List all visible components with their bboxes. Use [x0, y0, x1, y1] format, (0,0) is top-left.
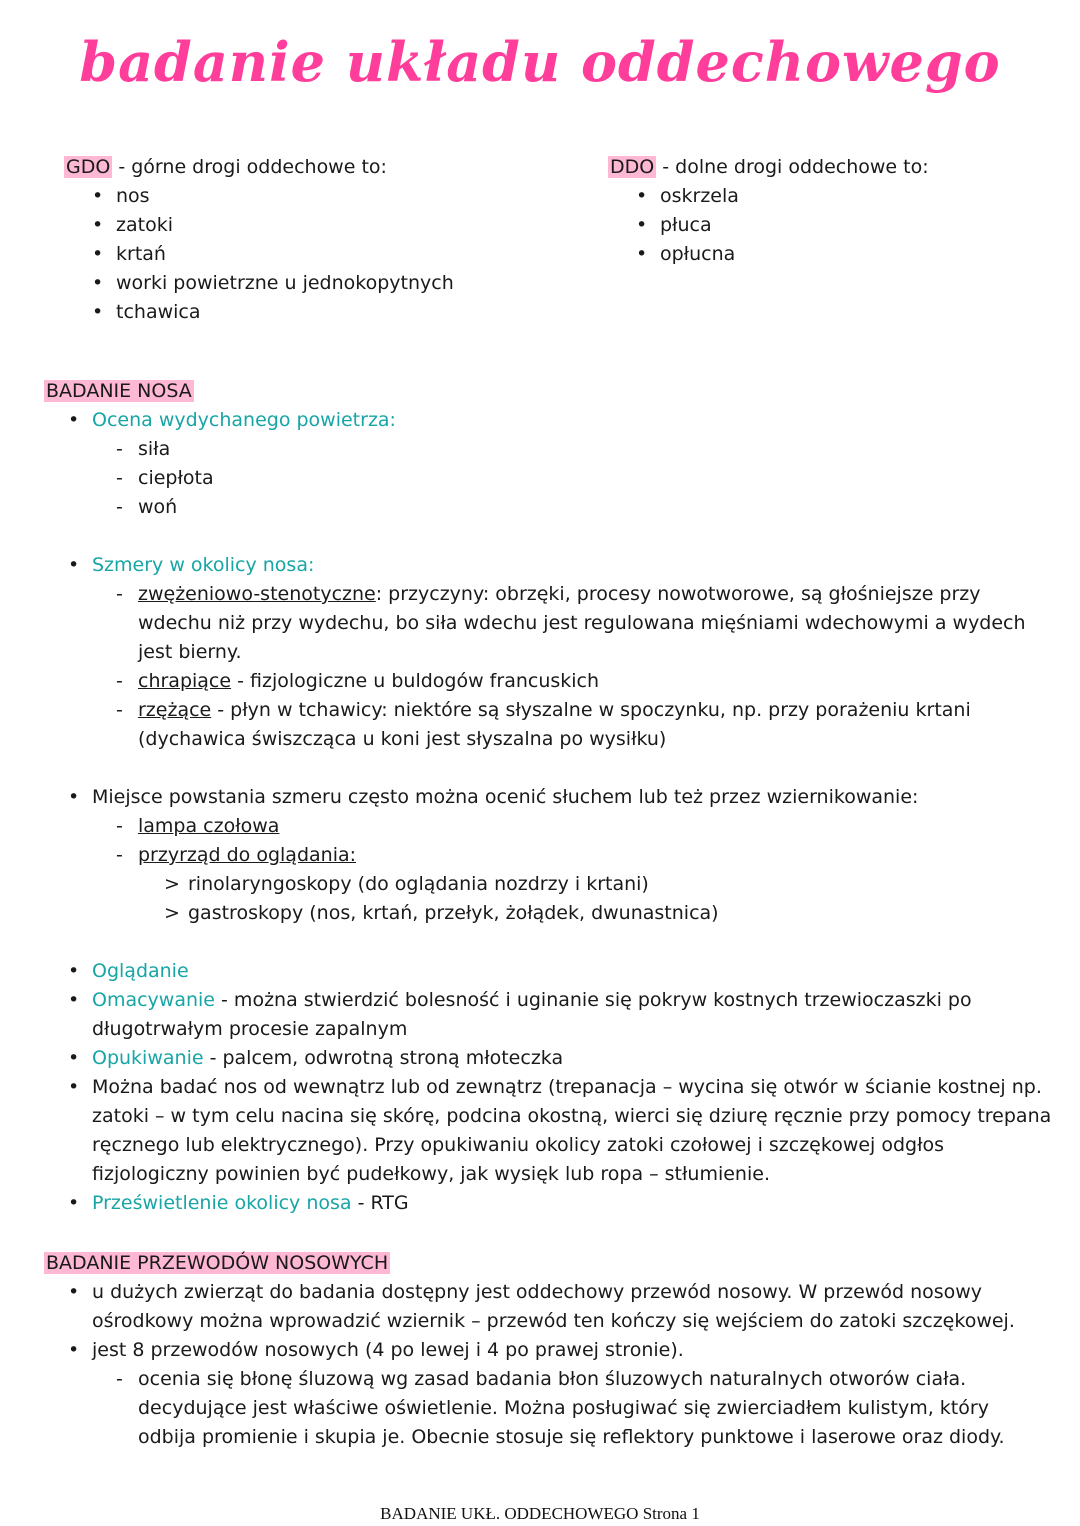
list-item: - siła [116, 435, 1054, 464]
ddo-list [636, 182, 1048, 269]
list-item [68, 957, 1054, 986]
murmur-text: : przyczyny: obrzęki, procesy nowotworowe, są głośniejsze przy wdechu niż przy wydechu, bo siła wdechu jest regulowana mięśniami wdechowymi a wydech jest bierny. [138, 583, 1026, 663]
murmur-text: - płyn w tchawicy: niektóre są słyszalne w spoczynku, np. przy porażeniu krtani (dychawica świszcząca u koni jest słyszalna po wysiłku) [138, 699, 971, 750]
lamp-item: lampa czołowa [138, 815, 280, 837]
list-item [116, 667, 1054, 696]
murmur-term: zwężeniowo-stenotyczne [138, 583, 376, 605]
xray-text: - RTG [351, 1192, 409, 1214]
list-item [68, 1044, 1054, 1073]
list-item: • krtań [92, 240, 544, 269]
page-title: badanie układu oddechowego [79, 30, 1001, 94]
inspection-label: Oglądanie [92, 960, 189, 982]
list-item [116, 812, 1054, 841]
nose-list [68, 406, 1054, 1218]
palpation-label: Omacywanie [92, 989, 215, 1011]
list-item [68, 1189, 1054, 1218]
list-item: - ciepłota [116, 464, 1054, 493]
ddo-section [608, 153, 1048, 269]
murmur-term: chrapiące [138, 670, 232, 692]
list-item: > gastroskopy (nos, krtań, przełyk, żołądek, dwunastnica) [164, 899, 1054, 928]
list-item: - woń [116, 493, 1054, 522]
place-label: Miejsce powstania szmeru często można ocenić słuchem lub też przez wziernikowanie: [92, 786, 919, 808]
murmurs-label: Szmery w okolicy nosa: [92, 554, 315, 576]
air-assessment [68, 406, 1054, 551]
nose-heading: BADANIE NOSA [46, 380, 192, 402]
passages-count: jest 8 przewodów nosowych (4 po lewej i 4 po prawej stronie). [92, 1339, 684, 1361]
list-item: - ocenia się błonę śluzową wg zasad badania błon śluzowych naturalnych otworów ciała. decydujące jest właściwe oświetlenie. Można posługiwać się zwierciadłem kulistym, który odbija promienie i skupia je. Obecnie stosuje się reflektory punktowe i laserowe oraz diody. [116, 1365, 1044, 1452]
air-label: Ocena wydychanego powietrza: [92, 409, 396, 431]
murmur-text: - fizjologiczne u buldogów francuskich [231, 670, 600, 692]
list-item: • opłucna [636, 240, 1048, 269]
palpation-text: - można stwierdzić bolesność i uginanie się pokryw kostnych trzewioczaszki po długotrwałym procesie zapalnym [92, 989, 972, 1040]
percussion-label: Opukiwanie [92, 1047, 204, 1069]
list-item [68, 1336, 1044, 1452]
gdo-list [92, 182, 544, 327]
passages-section [44, 1249, 1044, 1452]
list-item [116, 841, 1054, 928]
murmurs [68, 551, 1054, 783]
list-item: • oskrzela [636, 182, 1048, 211]
gdo-desc: - górne drogi oddechowe to: [112, 156, 387, 178]
passages-list [68, 1278, 1044, 1452]
list-item: • zatoki [92, 211, 544, 240]
murmur-term: rzężące [138, 699, 212, 721]
list-item: • Można badać nos od wewnątrz lub od zewnątrz (trepanacja – wycina się otwór w ścianie kostnej np. zatoki – w tym celu nacina się skórę, podcina okostną, wierci się dziurę ręcznie przy pomocy trepana ręcznego lub elektrycznego). Przy opukiwaniu okolicy zatoki czołowej i szczękowej odgłos fizjologiczny powinien być pudełkowy, jak wysięk lub ropa – stłumienie. [68, 1073, 1054, 1189]
ddo-abbr: DDO [610, 156, 655, 178]
xray-label: Prześwietlenie okolicy nosa [92, 1192, 352, 1214]
list-item: • worki powietrzne u jednokopytnych [92, 269, 544, 298]
ddo-desc: - dolne drogi oddechowe to: [656, 156, 929, 178]
page-footer: BADANIE UKŁ. ODDECHOWEGO Strona 1 [380, 1504, 700, 1523]
nose-section [44, 377, 1054, 1218]
list-item: • płuca [636, 211, 1048, 240]
gdo-abbr: GDO [66, 156, 111, 178]
passages-heading: BADANIE PRZEWODÓW NOSOWYCH [46, 1252, 389, 1274]
device-item: przyrząd do oglądania: [138, 844, 357, 866]
ddo-heading [608, 153, 1048, 182]
list-item: • u dużych zwierząt do badania dostępny jest oddechowy przewód nosowy. W przewód nosowy ośrodkowy można wprowadzić wziernik – przewód ten kończy się wejściem do zatoki szczękowej. [68, 1278, 1044, 1336]
list-item: > rinolaryngoskopy (do oglądania nozdrzy i krtani) [164, 870, 1054, 899]
percussion-text: - palcem, odwrotną stroną młoteczka [203, 1047, 564, 1069]
list-item [116, 696, 1054, 754]
gdo-heading [64, 153, 544, 182]
murmur-place [68, 783, 1054, 957]
list-item [68, 986, 1054, 1044]
list-item: • tchawica [92, 298, 544, 327]
list-item [116, 580, 1054, 667]
gdo-section [64, 153, 544, 327]
list-item: • nos [92, 182, 544, 211]
